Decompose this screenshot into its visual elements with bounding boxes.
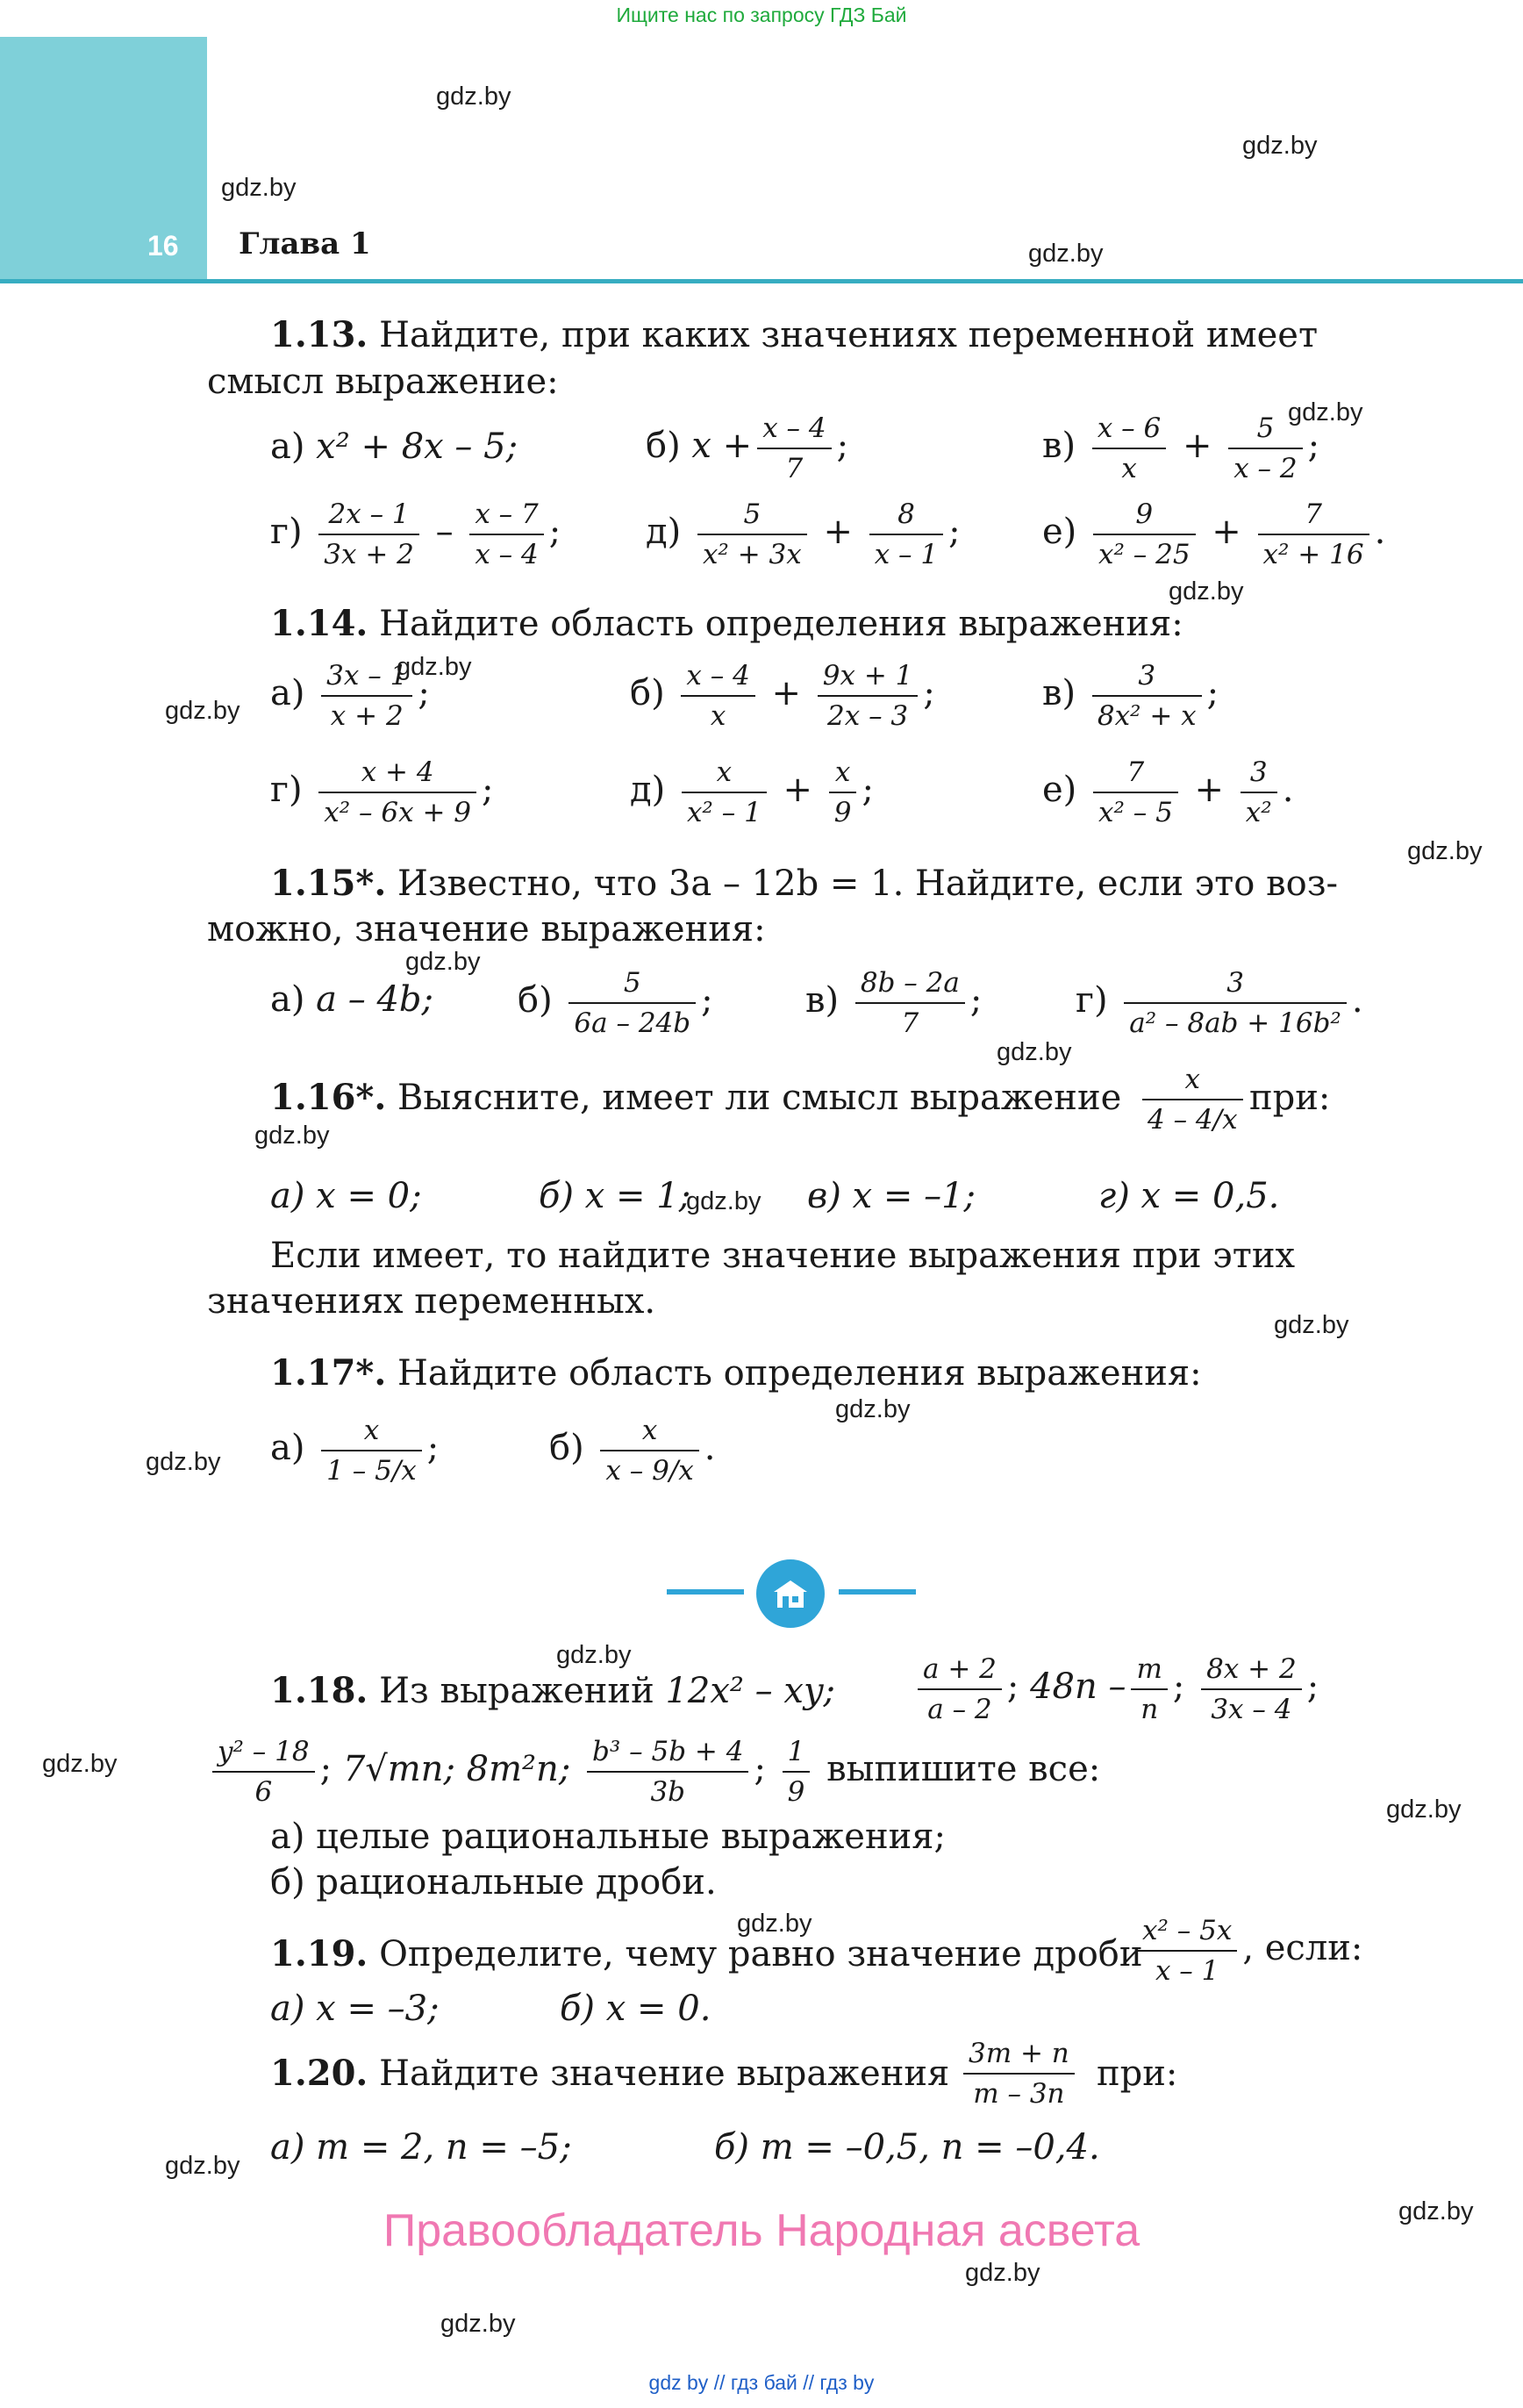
p114-item-a: а) $\frac{3x - 1}{x + 2}$ ;	[270, 656, 430, 735]
header-rule	[0, 279, 1523, 283]
problem-1-17: 1.17*. Найдите область определения выражения:	[270, 1352, 1202, 1394]
problem-1-13-line2: смысл выражение:	[207, 362, 559, 402]
footer-links[interactable]: gdz by // гдз бай // гдз by	[648, 2371, 875, 2394]
p120-item-b: б) m = –0,5, n = –0,4.	[714, 2127, 1100, 2168]
p120-suffix: при:	[1097, 2053, 1178, 2094]
p115-item-v: в) $\frac{8b - 2a}{7}$ ;	[805, 964, 982, 1043]
p116-item-v: в) x = –1;	[807, 1176, 976, 1216]
watermark: gdz.by	[405, 948, 481, 976]
watermark: gdz.by	[997, 1038, 1072, 1066]
p115-item-a: а) a – 4b;	[270, 979, 433, 1020]
p113-item-a: а) x² + 8x – 5;	[270, 426, 518, 467]
watermark: gdz.by	[165, 697, 240, 725]
watermark: gdz.by	[254, 1122, 330, 1150]
p113-item-g: г) $\frac{2x - 1}{3x + 2}$ – $\frac{x - 7}{x - 4}$ ;	[270, 495, 561, 574]
watermark: gdz.by	[686, 1187, 762, 1215]
problem-1-13-line1: 1.13. Найдите, при каких значениях переменной имеет	[270, 314, 1319, 355]
watermark: gdz.by	[1242, 132, 1318, 160]
p114-item-d: д) $\frac{x}{\text{x² – 1}}$ + $\frac{x}{9}$ ;	[630, 753, 874, 832]
watermark: gdz.by	[965, 2259, 1040, 2287]
p115-item-b: б) $\frac{5}{6a - 24b}$ ;	[518, 964, 713, 1043]
watermark: gdz.by	[1407, 837, 1483, 865]
p113-item-e: е) $\frac{9}{\text{x² – 25}}$ + $\frac{7}{\text{x² + 16}}$ .	[1042, 495, 1385, 574]
p119-item-b: б) x = 0.	[560, 1989, 711, 2029]
watermark: gdz.by	[146, 1448, 221, 1476]
watermark: gdz.by	[1274, 1311, 1349, 1339]
home-icon	[756, 1559, 825, 1628]
p119-item-a: а) x = –3;	[270, 1989, 440, 2029]
p117-item-a: а) $\frac{x}{1 - 5/x}$ ;	[270, 1411, 439, 1490]
home-icon-glyph	[756, 1559, 825, 1628]
p120-fraction: $\frac{3m + n}{m - 3n}$	[958, 2034, 1080, 2113]
p113-item-b: б) x + $\frac{x - 4}{7}$ ;	[646, 409, 848, 488]
p113-item-v: в) $\frac{x - 6}{x}$ + $\frac{5}{x - 2}$ ;	[1042, 409, 1319, 488]
p114-item-e: е) $\frac{7}{\text{x² – 5}}$ + $\frac{3}{\text{x²}}$ .	[1042, 753, 1293, 832]
p120-item-a: а) m = 2, n = –5;	[270, 2127, 572, 2168]
p116-item-b: б) x = 1;	[539, 1176, 691, 1216]
p118-row2: $\frac{\text{y² – 18}}{6}$ ; 7√mn; 8m²n; $\frac{\text{b³ – 5b + 4}}{3b}$ ; $\frac{1}{9}$ выпишите все:	[207, 1732, 1100, 1811]
home-divider-right	[839, 1589, 916, 1595]
problem-1-15-line2: можно, значение выражения:	[207, 909, 766, 950]
watermark: gdz.by	[556, 1641, 632, 1669]
watermark: gdz.by	[436, 82, 511, 111]
p116-text3: значениях переменных.	[207, 1281, 656, 1322]
p114-item-g: г) $\frac{x + 4}{\text{x² – 6x + 9}}$ ;	[270, 753, 494, 832]
p113-item-d: д) $\frac{5}{\text{x² + 3x}}$ + $\frac{8}{x - 1}$ ;	[646, 495, 961, 574]
p114-item-b: б) $\frac{x - 4}{x}$ + $\frac{9x + 1}{2x - 3}$ ;	[630, 656, 935, 735]
p116-item-a: а) x = 0;	[270, 1176, 422, 1216]
watermark: gdz.by	[165, 2152, 240, 2180]
p116-suffix: при:	[1249, 1078, 1331, 1118]
problem-1-20: 1.20. Найдите значение выражения	[270, 2053, 950, 2094]
p115-item-g: г) $\frac{3}{\text{a² – 8ab + 16b²}}$ .	[1076, 964, 1363, 1043]
watermark: gdz.by	[1288, 398, 1363, 426]
problem-1-14: 1.14. Найдите область определения выражения:	[270, 603, 1183, 644]
problem-1-19: 1.19. Определите, чему равно значение дроби	[270, 1933, 1143, 1974]
top-search-link[interactable]: Ищите нас по запросу ГДЗ Бай	[616, 4, 907, 26]
p119-fraction: $\frac{\text{x² – 5x}}{x - 1}$ , если:	[1132, 1911, 1362, 1990]
watermark: gdz.by	[440, 2310, 516, 2338]
page-number: 16	[147, 230, 179, 262]
watermark: gdz.by	[1386, 1795, 1462, 1824]
home-divider-left	[667, 1589, 744, 1595]
p118-row1: $\frac{a + 2}{a - 2}$ ; 48n – $\frac{m}{n}$ ; $\frac{8x + 2}{3x - 4}$ ;	[912, 1650, 1319, 1729]
problem-1-16: 1.16*. Выясните, имеет ли смысл выражение	[270, 1077, 1122, 1118]
problem-1-15-line1: 1.15*. Известно, что 3a – 12b = 1. Найдите, если это воз-	[270, 863, 1339, 904]
watermark: gdz.by	[1028, 240, 1104, 268]
watermark: gdz.by	[221, 174, 297, 202]
watermark: gdz.by	[1398, 2197, 1474, 2225]
watermark: gdz.by	[737, 1910, 812, 1938]
watermark: gdz.by	[397, 653, 472, 681]
p118-item-b: б) рациональные дроби.	[270, 1862, 717, 1903]
problem-1-18-line1: 1.18. Из выражений 12x² – xy;	[270, 1670, 836, 1711]
copyright-owner: Правообладатель Народная асвета	[383, 2205, 1140, 2256]
p116-fraction: $\frac{x}{4 - 4/x}$	[1137, 1060, 1248, 1139]
watermark: gdz.by	[1169, 577, 1244, 606]
watermark: gdz.by	[835, 1395, 911, 1423]
p114-item-v: в) $\frac{3}{\text{8x² + x}}$ ;	[1042, 656, 1219, 735]
p116-item-g: г) x = 0,5.	[1098, 1176, 1280, 1216]
watermark: gdz.by	[42, 1750, 118, 1778]
p116-text2: Если имеет, то найдите значение выражения при этих	[270, 1236, 1296, 1276]
chapter-title: Глава 1	[239, 226, 371, 262]
p118-item-a: а) целые рациональные выражения;	[270, 1817, 946, 1857]
p117-item-b: б) $\frac{x}{x - 9/x}$ .	[549, 1411, 715, 1490]
